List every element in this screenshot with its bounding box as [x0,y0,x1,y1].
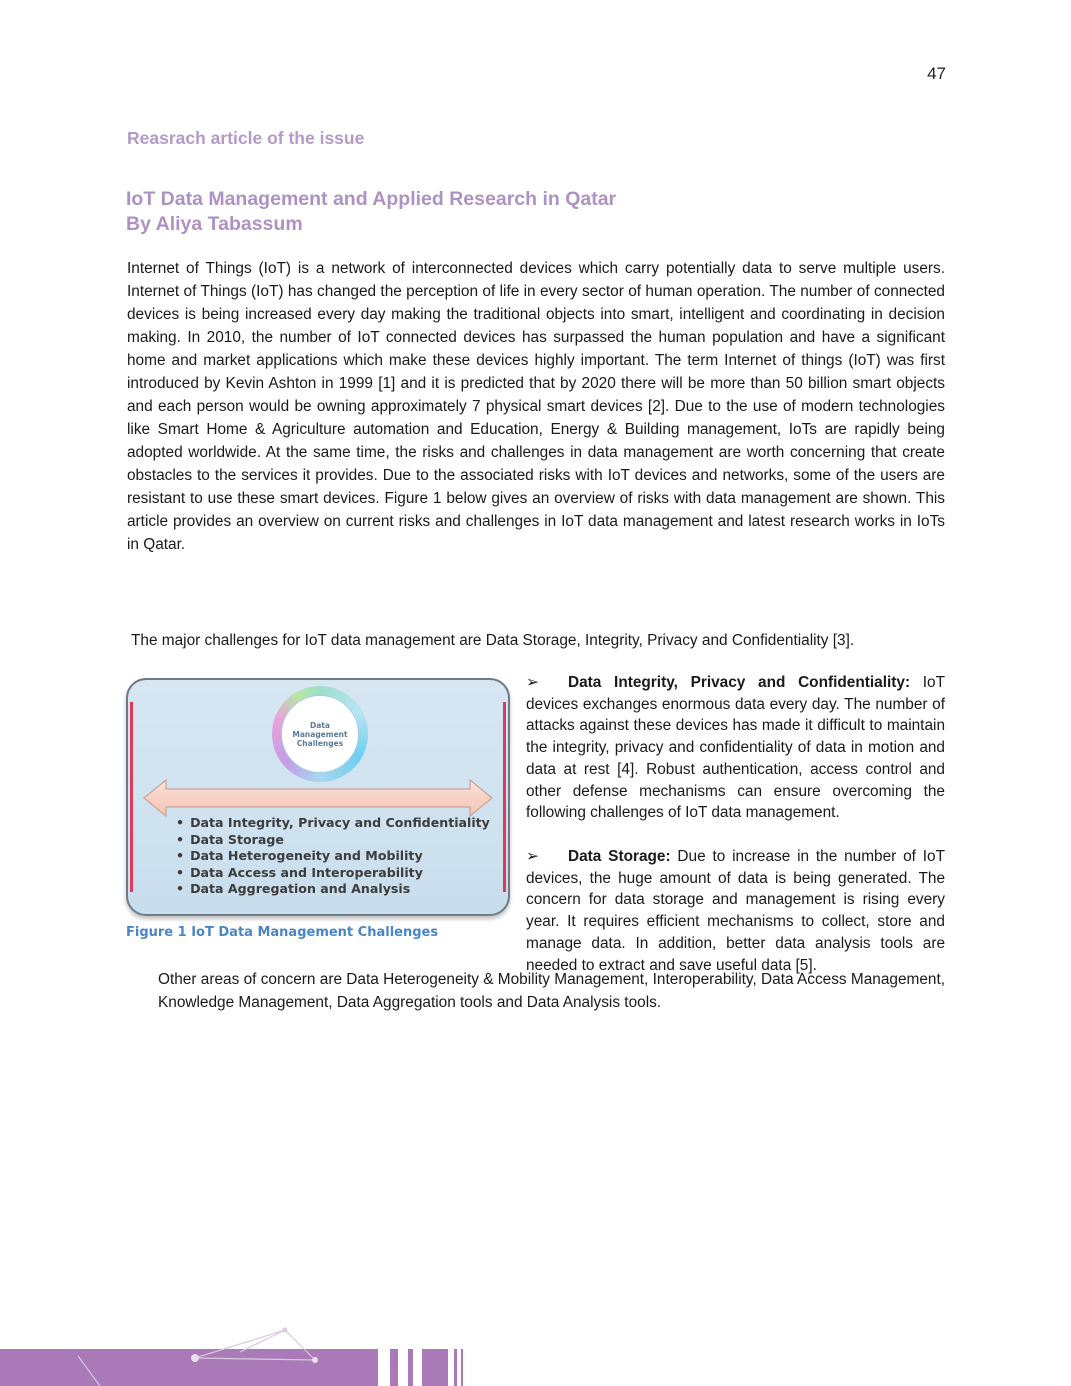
figure-list-item: • Data Access and Interoperability [176,865,490,882]
double-arrow-icon [142,778,494,818]
other-areas-paragraph: Other areas of concern are Data Heterogeneity & Mobility Management, Interoperability, Data Access Management, Knowledge Management, Data Aggregation tools and Data Analysis tools. [158,971,945,1011]
intro-paragraph: Internet of Things (IoT) is a network of interconnected devices which carry potentially data to serve multiple users. Internet of Things (IoT) has changed the perception of life in every sector of human operation. The number of connected devices is being increased every day making the traditional objects into smart, intelligent and coordinating in decision making. In 2010, the number of IoT connected devices has surpassed the human population and have a significant home and market applications which make these devices highly important. The term Internet of things (IoT) was first introduced by Kevin Ashton in 1999 [1] and it is predicted that by 2020 there will be more than 50 billion smart objects and each person would be owning approximately 7 physical smart devices [2]. Due to the use of modern technologies like Smart Home & Agriculture automation and Education, Energy & Building management, IoTs are rapidly being adopted worldwide. At the same time, the risks and challenges in data management are worth concerning that create obstacles to the services it provides. Due to the associated risks with IoT devices and networks, some of the users are resistant to use these smart devices. Figure 1 below gives an overview of risks with data management are shown. This article provides an overview on current risks and challenges in IoT data management and latest research works in IoTs in Qatar. [127,260,945,553]
section-label: Reasrach article of the issue [127,128,365,148]
article-title [126,187,616,236]
bullet-heading: Data Storage: [568,848,671,865]
footer-network-decoration [0,1320,380,1386]
article-author-line: By Aliya Tabassum [126,212,303,235]
bullet-text: IoT devices exchanges enormous data every day. The number of attacks against these devices has made it difficult to maintain the integrity, privacy and confidentiality of data in motion and data at rest [4]. Robust authentication, access control and other defense mechanisms can ensure overcoming the following challenges of IoT data management. [526,674,945,822]
challenges-figure [126,678,510,916]
bullet-text: Due to increase in the number of IoT devices, the huge amount of data is being generated. The concern for data storage and management is rising every year. It requires efficient mechanisms to collect, store and manage data. In addition, better data analysis tools are needed to extract and save useful data [5]. [526,848,945,974]
challenges-sentence: The major challenges for IoT data management are Data Storage, Integrity, Privacy and Confidentiality [3]. [131,632,855,649]
arrow-bullet-icon: ➢ [526,848,539,865]
bullet-heading: Data Integrity, Privacy and Confidentiality: [568,674,911,691]
figure-challenge-list [176,815,490,898]
figure-list-item: • Data Storage [176,832,490,849]
arrow-bullet-icon: ➢ [526,674,539,691]
challenges-circle [272,686,368,782]
circle-label: Data Management Challenges [292,720,348,748]
figure-list-item: • Data Heterogeneity and Mobility [176,848,490,865]
bullet-integrity [526,672,945,824]
figure-caption: Figure 1 IoT Data Management Challenges [126,925,439,940]
figure-left-accent [130,702,133,892]
footer-bars-decoration [378,1349,468,1386]
figure-list-item: • Data Aggregation and Analysis [176,881,490,898]
article-title-line: IoT Data Management and Applied Research in Qatar [126,188,617,210]
page-number: 47 [927,64,946,83]
challenges-circle-inner [281,695,359,773]
figure-right-accent [503,702,506,892]
figure-list-item: • Data Integrity, Privacy and Confidentiality [176,815,490,832]
bullet-storage [526,846,945,976]
